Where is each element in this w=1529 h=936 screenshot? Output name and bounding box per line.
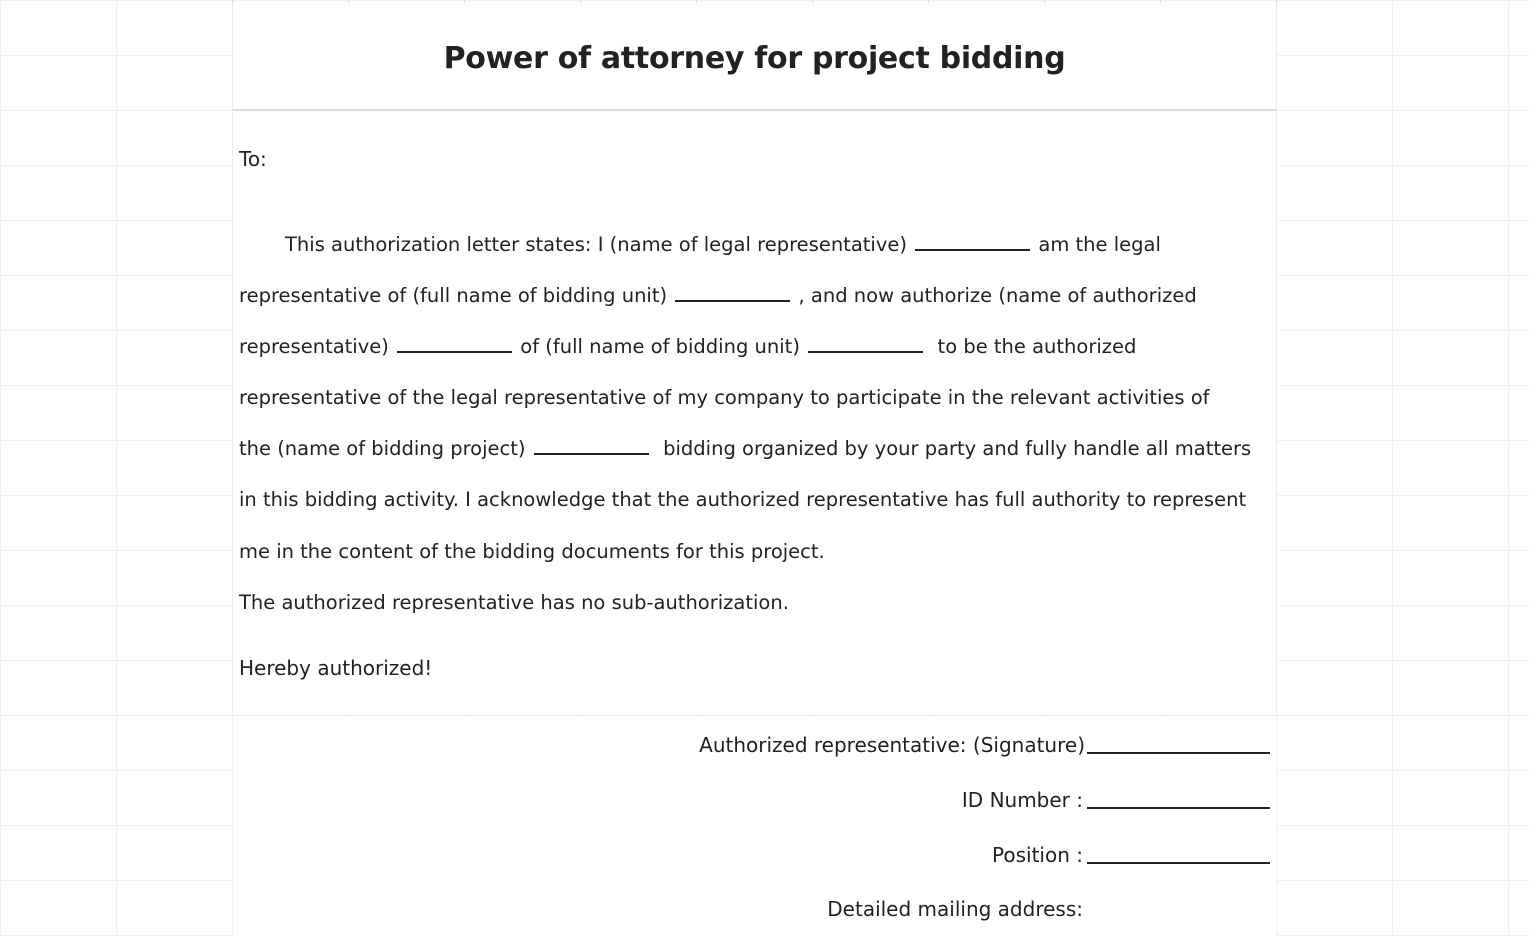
paragraph-line-5 — [239, 423, 1259, 474]
signature-blank[interactable] — [1087, 731, 1270, 754]
text-segment: am the legal — [1038, 233, 1161, 256]
text-segment: bidding organized by your party and fully handle all matters — [663, 437, 1252, 461]
signature-row — [232, 717, 1277, 771]
paragraph-line-7: me in the content of the bidding documents for this project. — [239, 539, 825, 563]
closing-line: Hereby authorized! — [239, 656, 433, 680]
bidding-project-name-blank[interactable] — [534, 435, 649, 455]
legal-representative-name-blank[interactable] — [915, 231, 1030, 251]
paragraph-line-2 — [239, 270, 1259, 321]
id-number-label: ID Number : — [961, 788, 1083, 812]
title-section — [232, 3, 1277, 111]
text-segment: representative) — [239, 335, 389, 359]
id-number-blank[interactable] — [1087, 786, 1270, 809]
authorization-paragraph — [239, 219, 1259, 628]
paragraph-line-8: The authorized representative has no sub-authorization. — [239, 590, 789, 614]
text-segment: This authorization letter states: I (name of legal representative) — [285, 233, 907, 256]
text-segment: the (name of bidding project) — [239, 437, 526, 461]
text-segment: to be the authorized — [937, 335, 1137, 359]
text-segment: , and now authorize (name of authorized — [798, 284, 1197, 308]
text-segment: of (full name of bidding unit) — [520, 335, 800, 359]
position-row — [232, 827, 1277, 881]
paragraph-line-4: representative of the legal representative of my company to participate in the relevant activities of — [239, 386, 1210, 410]
document-body — [232, 113, 1277, 716]
position-blank[interactable] — [1087, 841, 1270, 864]
mailing-address-label: Detailed mailing address: — [827, 897, 1083, 921]
id-number-row — [232, 772, 1277, 826]
signature-label: Authorized representative: (Signature) — [699, 733, 1085, 757]
position-label: Position : — [992, 843, 1083, 867]
authorized-representative-name-blank[interactable] — [397, 333, 512, 353]
bidding-unit-name-blank[interactable] — [675, 282, 790, 302]
recipient-line: To: — [239, 147, 267, 171]
paragraph-line-1 — [239, 219, 1259, 270]
bidding-unit-name-blank-2[interactable] — [808, 333, 923, 353]
document-title: Power of attorney for project bidding — [443, 41, 1066, 76]
text-segment: representative of (full name of bidding unit) — [239, 284, 668, 308]
paragraph-line-6: in this bidding activity. I acknowledge that the authorized representative has full authority to represent — [239, 488, 1247, 512]
paragraph-line-3 — [239, 321, 1259, 372]
mailing-address-row — [232, 882, 1277, 936]
